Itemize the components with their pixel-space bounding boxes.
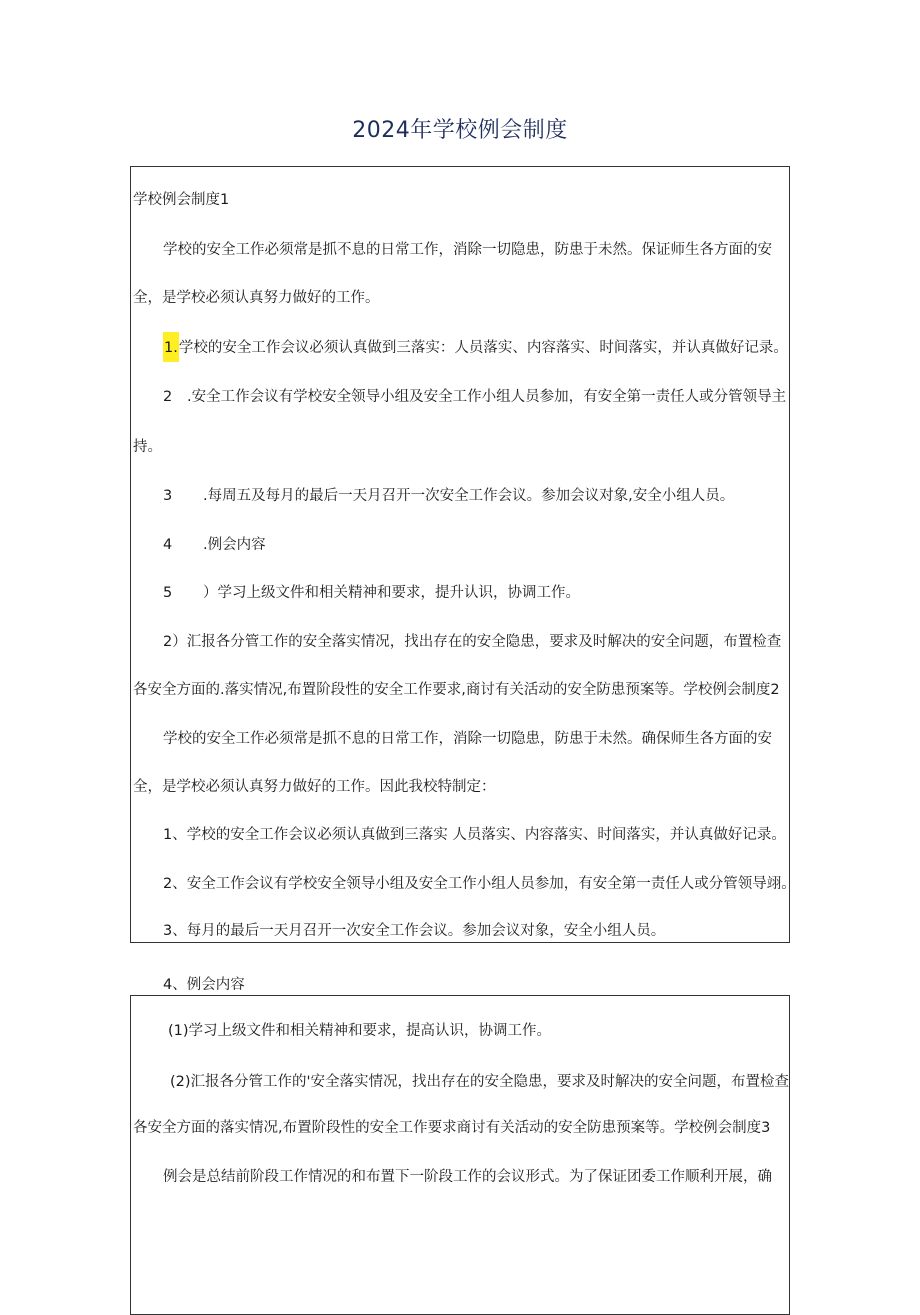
paragraph-line: 各安全方面的.落实情况,布置阶段性的安全工作要求,商讨有关活动的安全防患预案等。学校例会制度2 <box>133 682 780 698</box>
list-item-1 <box>163 338 788 358</box>
list-number: 4 <box>163 537 173 553</box>
list-item-2 <box>163 387 786 407</box>
list-number: 2 <box>163 389 173 405</box>
paragraph-line: (1)学习上级文件和相关精神和要求，提高认识，协调工作。 <box>168 1023 552 1039</box>
paragraph-line: 全，是学校必须认真努力做好的工作。 <box>133 290 380 306</box>
paragraph-line: 4、例会内容 <box>163 977 245 993</box>
document-title: 2024年学校例会制度 <box>352 118 568 143</box>
paragraph-line: 持。 <box>133 439 162 455</box>
paragraph-line: 2、安全工作会议有学校安全领导小组及安全工作小组人员参加，有安全第一责任人或分管领导翊。 <box>163 876 796 892</box>
highlighted-number: 1. <box>163 332 179 362</box>
list-item-text: .安全工作会议有学校安全领导小组及安全工作小组人员参加，有安全第一责任人或分管领导主 <box>187 389 787 405</box>
paragraph-line: 学校的安全工作必须常是抓不息的日常工作，消除一切隐患，防患于未然。保证师生各方面的安 <box>163 242 772 258</box>
list-number: 5 <box>163 585 173 601</box>
paragraph-line: 全，是学校必须认真努力做好的工作。因此我校特制定： <box>133 779 496 795</box>
paragraph-line: 学校的安全工作必须常是抓不息的日常工作，消除一切隐患，防患于未然。确保师生各方面的安 <box>163 731 772 747</box>
list-item-text: .每周五及每月的最后一天月召开一次安全工作会议。参加会议对象,安全小组人员。 <box>203 488 735 504</box>
paragraph-line: (2)汇报各分管工作的'安全落实情况，找出存在的安全隐患，要求及时解决的安全问题，布置检查 <box>170 1074 790 1090</box>
paragraph-line: 1、学校的安全工作会议必须认真做到三落实 人员落实、内容落实、时间落实，并认真做好记录。 <box>163 827 786 843</box>
paragraph-line: 2）汇报各分管工作的安全落实情况，找出存在的安全隐患，要求及时解决的安全问题，布置检查 <box>163 634 782 650</box>
list-item-3 <box>163 486 734 506</box>
list-item-text: ）学习上级文件和相关精神和要求，提升认识，协调工作。 <box>203 585 580 601</box>
list-item-text: 学校的安全工作会议必须认真做到三落实：人员落实、内容落实、时间落实，并认真做好记录。 <box>178 340 788 356</box>
list-item-4 <box>163 535 266 555</box>
content-frame-2 <box>130 995 790 1315</box>
list-item-text: .例会内容 <box>203 537 266 553</box>
paragraph-line: 各安全方面的落实情况,布置阶段性的安全工作要求商讨有关活动的安全防患预案等。学校例会制度3 <box>133 1120 771 1136</box>
section-heading-1: 学校例会制度1 <box>133 192 230 208</box>
list-item-5 <box>163 583 580 603</box>
paragraph-line: 例会是总结前阶段工作情况的和布置下一阶段工作的会议形式。为了保证团委工作顺利开展，确 <box>163 1169 772 1185</box>
paragraph-line: 3、每月的最后一天月召开一次安全工作会议。参加会议对象，安全小组人员。 <box>163 923 666 939</box>
list-number: 3 <box>163 488 173 504</box>
